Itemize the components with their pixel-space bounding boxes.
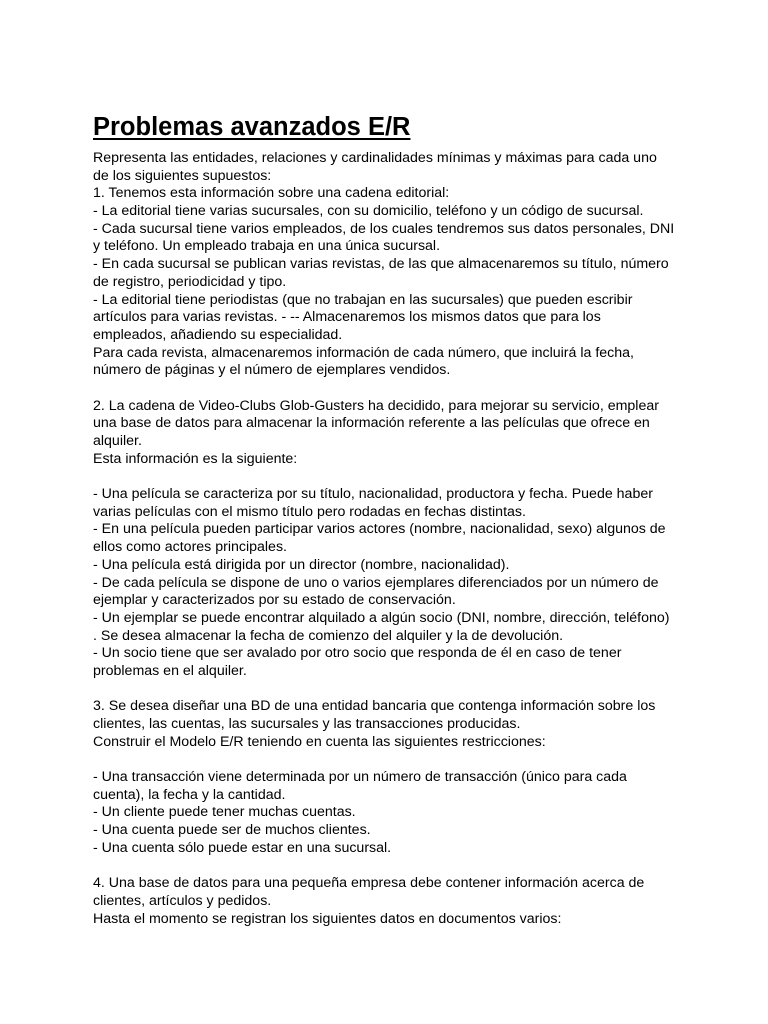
document-body — [93, 150, 693, 928]
text-line: - Cada sucursal tiene varios empleados, de los cuales tendremos sus datos personales, DNI — [93, 220, 675, 237]
document-title: Problemas avanzados E/R — [93, 113, 411, 141]
text-line: clientes, artículos y pedidos. — [93, 892, 272, 909]
text-line: de registro, periodicidad y tipo. — [93, 273, 287, 290]
text-line: empleados, añadiendo su especialidad. — [93, 326, 343, 343]
text-line: de los siguientes supuestos: — [93, 167, 272, 184]
text-line: - La editorial tiene varias sucursales, con su domicilio, teléfono y un código de sucursal. — [93, 203, 644, 220]
text-line — [93, 380, 693, 398]
text-line: - Una transacción viene determinada por un número de transacción (único para cada — [93, 769, 627, 786]
text-line: Para cada revista, almacenaremos información de cada número, que incluirá la fecha, — [93, 344, 634, 361]
text-line: cuenta), la fecha y la cantidad. — [93, 786, 286, 803]
text-line: y teléfono. Un empleado trabaja en una única sucursal. — [93, 238, 441, 255]
text-line: - Un socio tiene que ser avalado por otro socio que responda de él en caso de tener — [93, 645, 622, 662]
text-line: - Una cuenta puede ser de muchos clientes. — [93, 822, 371, 839]
text-line: - De cada película se dispone de uno o varios ejemplares diferenciados por un número de — [93, 574, 659, 591]
text-line: - La editorial tiene periodistas (que no trabajan en las sucursales) que pueden escribir — [93, 291, 633, 308]
text-line: número de páginas y el número de ejemplares vendidos. — [93, 362, 451, 379]
text-line: 4. Una base de datos para una pequeña empresa debe contener información acerca de — [93, 875, 645, 892]
text-line: alquiler. — [93, 433, 142, 449]
text-line: - Una cuenta sólo puede estar en una sucursal. — [93, 839, 392, 856]
text-line: 3. Se desea diseñar una BD de una entidad bancaria que contenga información sobre los — [93, 698, 656, 715]
text-line: - En cada sucursal se publican varias revistas, de las que almacenaremos su título, número — [93, 256, 669, 273]
text-line: - Una película está dirigida por un director (nombre, nacionalidad). — [93, 556, 510, 573]
text-line: Esta información es la siguiente: — [93, 450, 298, 467]
text-line — [93, 468, 693, 486]
text-line — [93, 751, 693, 769]
text-line: problemas en el alquiler. — [93, 662, 247, 679]
text-line: una base de datos para almacenar la información referente a las películas que ofrece en — [93, 415, 650, 432]
text-line: - Un cliente puede tener muchas cuentas. — [93, 804, 356, 821]
text-line — [93, 681, 693, 699]
text-line: ejemplar y caracterizados por su estado de conservación. — [93, 592, 456, 609]
text-line: ellos como actores principales. — [93, 539, 287, 556]
text-line: varias películas con el mismo título pero rodadas en fechas distintas. — [93, 503, 526, 520]
text-line: - En una película pueden participar varios actores (nombre, nacionalidad, sexo) algunos de — [93, 521, 666, 538]
text-line: Hasta el momento se registran los siguientes datos en documentos varios: — [93, 910, 562, 927]
text-line: 1. Tenemos esta información sobre una cadena editorial: — [93, 185, 450, 202]
text-line: Representa las entidades, relaciones y cardinalidades mínimas y máximas para cada uno — [93, 150, 657, 166]
text-line — [93, 858, 693, 876]
text-line: - Una película se caracteriza por su título, nacionalidad, productora y fecha. Puede haber — [93, 486, 653, 503]
text-line: - Un ejemplar se puede encontrar alquilado a algún socio (DNI, nombre, dirección, teléfono) — [93, 609, 670, 626]
text-line: . Se desea almacenar la fecha de comienzo del alquiler y la de devolución. — [93, 627, 564, 644]
text-line: 2. La cadena de Video-Clubs Glob-Gusters ha decidido, para mejorar su servicio, emplear — [93, 397, 659, 414]
text-line: clientes, las cuentas, las sucursales y las transacciones producidas. — [93, 716, 521, 732]
text-line: artículos para varias revistas. - -- Almacenaremos los mismos datos que para los — [93, 309, 601, 326]
text-line: Construir el Modelo E/R teniendo en cuenta las siguientes restricciones: — [93, 733, 546, 750]
